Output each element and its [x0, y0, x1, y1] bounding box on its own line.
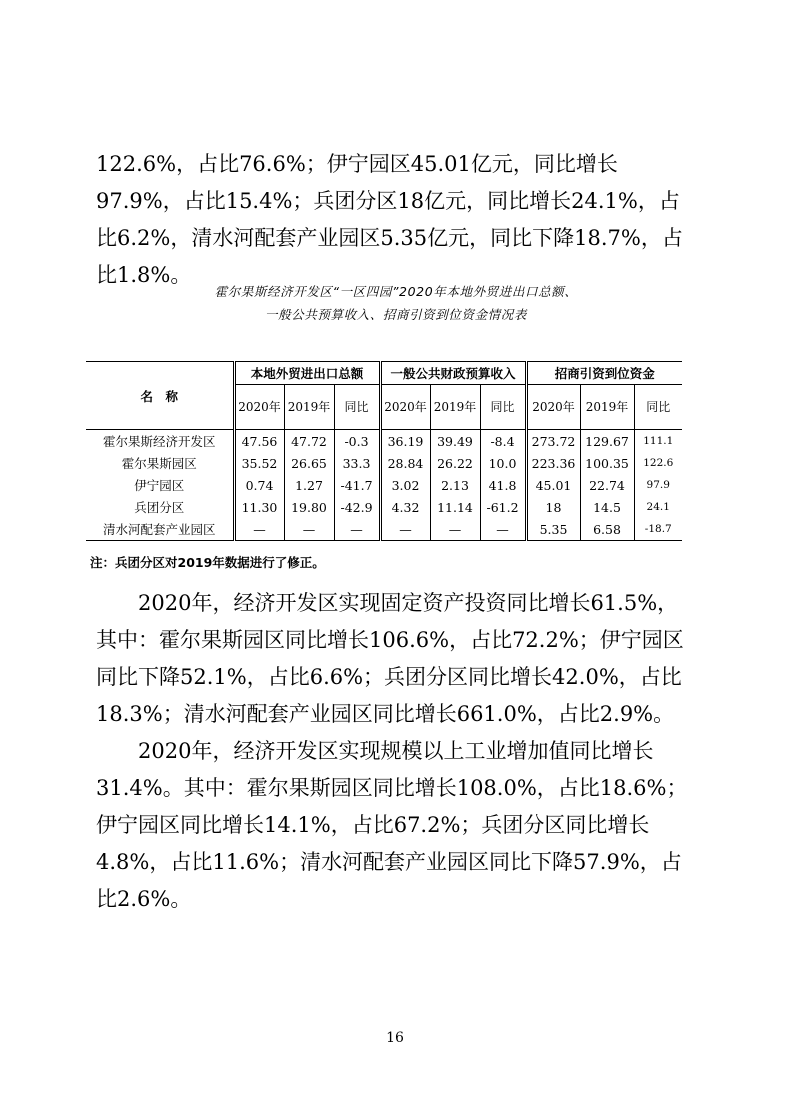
- value-cell: 45.01: [526, 474, 580, 496]
- paragraph-industrial-value-added: 2020年，经济开发区实现规模以上工业增加值同比增长31.4%。其中：霍尔果斯园区同比增长108.0%，占比18.6%；伊宁园区同比增长14.1%，占比67.2%；兵团分区同比增长4.8%，占比11.6%；清水河配套产业园区同比下降57.9%，占比2.6%。: [96, 739, 688, 911]
- statistics-table: [86, 361, 682, 541]
- value-cell: 97.9: [634, 474, 682, 496]
- value-cell: 39.49: [430, 430, 480, 453]
- value-cell: 111.1: [634, 430, 682, 453]
- value-cell: 28.84: [380, 452, 430, 474]
- table-note: 注：兵团分区对2019年数据进行了修正。: [90, 555, 325, 570]
- row-name-cell: 清水河配套产业园区: [86, 518, 234, 541]
- row-name-cell: 霍尔果斯经济开发区: [102, 434, 216, 449]
- value-cell: 47.72: [284, 430, 334, 453]
- table-row: [86, 496, 682, 518]
- sub-header-yoy: 同比: [634, 385, 682, 430]
- value-cell: 4.32: [380, 496, 430, 518]
- value-cell: 100.35: [580, 452, 634, 474]
- value-cell: 11.30: [234, 496, 284, 518]
- table-title-line1: 霍尔果斯经济开发区“一区四园”2020年本地外贸进出口总额、: [214, 284, 578, 299]
- sub-header-2020: 2020年: [380, 385, 430, 430]
- value-cell: 129.67: [580, 430, 634, 453]
- value-cell: 26.65: [284, 452, 334, 474]
- row-name-cell: 伊宁园区: [134, 478, 185, 493]
- value-cell: 223.36: [526, 452, 580, 474]
- value-cell: 36.19: [380, 430, 430, 453]
- group-header-budget: 一般公共财政预算收入: [380, 362, 526, 385]
- value-cell: 47.56: [234, 430, 284, 453]
- value-cell: 122.6: [634, 452, 682, 474]
- row-name-cell: 兵团分区: [134, 500, 185, 515]
- value-cell: 19.80: [284, 496, 334, 518]
- value-cell: 11.14: [430, 496, 480, 518]
- sub-header-2020: 2020年: [234, 385, 284, 430]
- value-cell: 14.5: [580, 496, 634, 518]
- value-cell: -42.9: [334, 496, 380, 518]
- row-name-cell: 霍尔果斯园区: [121, 456, 197, 471]
- value-cell: -8.4: [480, 430, 526, 453]
- sub-header-2020: 2020年: [526, 385, 580, 430]
- group-header-investment: 招商引资到位资金: [526, 362, 682, 385]
- sub-header-2019: 2019年: [430, 385, 480, 430]
- table-title: [96, 280, 696, 326]
- value-cell: —: [334, 518, 380, 541]
- table-row: [86, 430, 682, 453]
- value-cell: -41.7: [334, 474, 380, 496]
- value-cell: -18.7: [634, 518, 682, 541]
- sub-header-yoy: 同比: [480, 385, 526, 430]
- sub-header-2019: 2019年: [284, 385, 334, 430]
- value-cell: 273.72: [526, 430, 580, 453]
- value-cell: 22.74: [580, 474, 634, 496]
- value-cell: -61.2: [480, 496, 526, 518]
- table-body: [86, 430, 682, 541]
- value-cell: 2.13: [430, 474, 480, 496]
- paragraph-investment-continued: 122.6%，占比76.6%；伊宁园区45.01亿元，同比增长97.9%，占比15.4%；兵团分区18亿元，同比增长24.1%，占比6.2%，清水河配套产业园区5.35亿元，同比下降18.7%，占比1.8%。: [96, 152, 683, 287]
- value-cell: 35.52: [234, 452, 284, 474]
- table-row: [86, 452, 682, 474]
- value-cell: 3.02: [380, 474, 430, 496]
- value-cell: —: [480, 518, 526, 541]
- value-cell: 33.3: [334, 452, 380, 474]
- value-cell: 10.0: [480, 452, 526, 474]
- group-header-trade: 本地外贸进出口总额: [234, 362, 380, 385]
- value-cell: —: [430, 518, 480, 541]
- table-title-line2: 一般公共预算收入、招商引资到位资金情况表: [264, 307, 527, 322]
- value-cell: —: [380, 518, 430, 541]
- value-cell: -0.3: [334, 430, 380, 453]
- name-column-header: 名 称: [86, 362, 234, 430]
- sub-header-yoy: 同比: [334, 385, 380, 430]
- table-row: [86, 518, 682, 541]
- value-cell: 5.35: [526, 518, 580, 541]
- value-cell: 18: [526, 496, 580, 518]
- value-cell: —: [234, 518, 284, 541]
- value-cell: 1.27: [284, 474, 334, 496]
- value-cell: 41.8: [480, 474, 526, 496]
- table-row: [86, 474, 682, 496]
- sub-header-2019: 2019年: [580, 385, 634, 430]
- paragraph-fixed-asset-investment: 2020年，经济开发区实现固定资产投资同比增长61.5%，其中：霍尔果斯园区同比增长106.6%，占比72.2%；伊宁园区同比下降52.1%，占比6.6%；兵团分区同比增长42.0%，占比18.3%；清水河配套产业园区同比增长661.0%，占比2.9%。: [96, 591, 684, 726]
- value-cell: 0.74: [234, 474, 284, 496]
- value-cell: 26.22: [430, 452, 480, 474]
- value-cell: 6.58: [580, 518, 634, 541]
- page-number: 16: [386, 1030, 404, 1046]
- value-cell: —: [284, 518, 334, 541]
- value-cell: 24.1: [634, 496, 682, 518]
